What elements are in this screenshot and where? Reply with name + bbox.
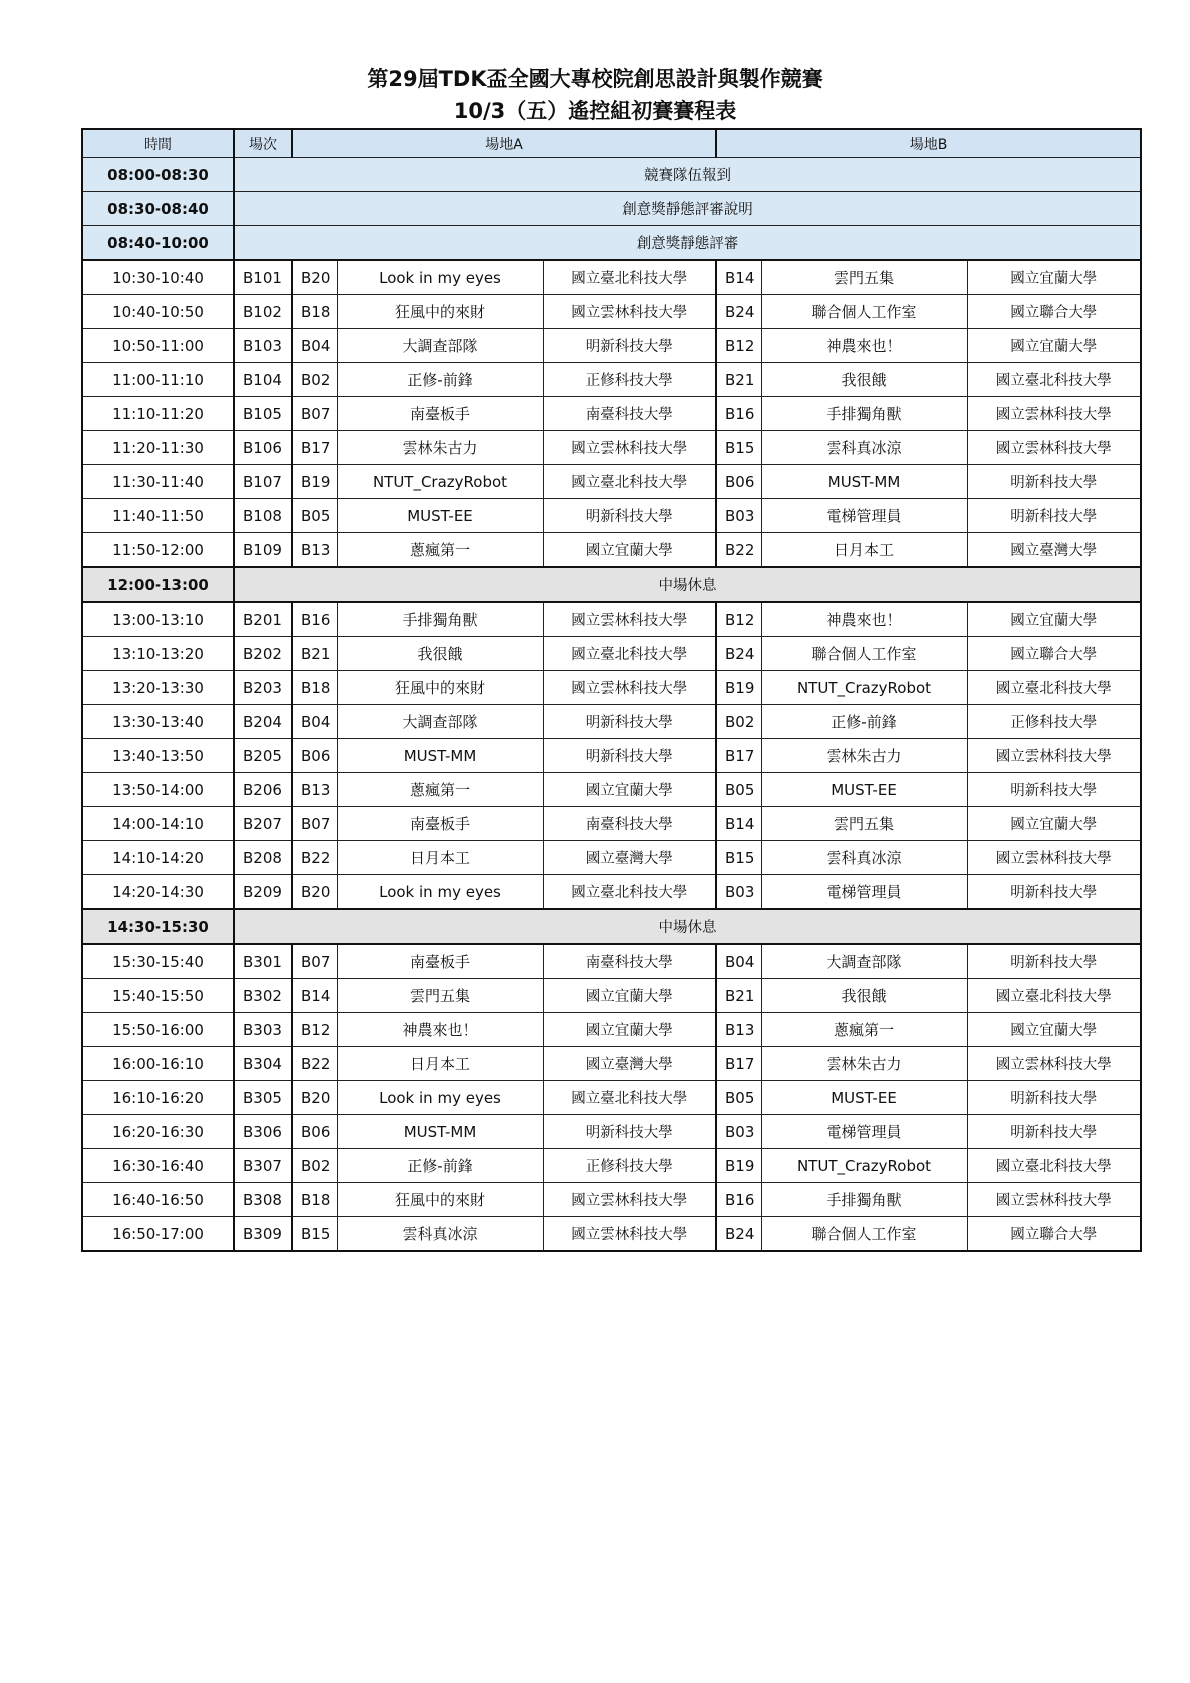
table-row	[82, 739, 1141, 773]
match-id-cell: B201	[234, 602, 292, 637]
venue-a-team-code: B21	[292, 637, 337, 671]
match-id-cell: B102	[234, 295, 292, 329]
table-row	[82, 773, 1141, 807]
venue-b-team-code: B19	[716, 1149, 761, 1183]
venue-a-team-name: 狂風中的來財	[337, 671, 543, 705]
table-header-row	[82, 129, 1141, 158]
event-label: 創意獎靜態評審	[234, 226, 1141, 261]
venue-a-university: 國立雲林科技大學	[543, 1217, 716, 1252]
table-row	[82, 363, 1141, 397]
header-time: 時間	[82, 129, 234, 158]
venue-a-team-code: B17	[292, 431, 337, 465]
venue-b-team-code: B05	[716, 773, 761, 807]
venue-b-team-name: MUST-EE	[761, 773, 967, 807]
venue-b-team-code: B14	[716, 807, 761, 841]
venue-b-team-name: NTUT_CrazyRobot	[761, 1149, 967, 1183]
table-row	[82, 602, 1141, 637]
venue-a-team-name: 狂風中的來財	[337, 295, 543, 329]
match-id-cell: B104	[234, 363, 292, 397]
match-id-cell: B101	[234, 260, 292, 295]
table-row	[82, 1217, 1141, 1252]
venue-b-university: 正修科技大學	[967, 705, 1141, 739]
venue-a-university: 國立臺灣大學	[543, 841, 716, 875]
venue-b-team-code: B04	[716, 944, 761, 979]
event-row	[82, 158, 1141, 192]
venue-b-team-code: B06	[716, 465, 761, 499]
time-cell: 16:40-16:50	[82, 1183, 234, 1217]
venue-a-team-name: MUST-EE	[337, 499, 543, 533]
venue-a-university: 明新科技大學	[543, 739, 716, 773]
venue-b-team-code: B21	[716, 363, 761, 397]
venue-b-team-name: 雲門五集	[761, 260, 967, 295]
venue-a-team-code: B02	[292, 363, 337, 397]
table-row	[82, 875, 1141, 910]
table-row	[82, 499, 1141, 533]
time-cell: 11:30-11:40	[82, 465, 234, 499]
venue-b-team-name: 雲林朱古力	[761, 1047, 967, 1081]
venue-a-university: 國立雲林科技大學	[543, 295, 716, 329]
venue-b-team-code: B02	[716, 705, 761, 739]
venue-a-team-code: B05	[292, 499, 337, 533]
match-id-cell: B204	[234, 705, 292, 739]
venue-a-team-name: 我很餓	[337, 637, 543, 671]
venue-b-university: 國立臺灣大學	[967, 533, 1141, 568]
venue-b-team-code: B16	[716, 1183, 761, 1217]
venue-a-team-code: B16	[292, 602, 337, 637]
venue-a-university: 國立臺灣大學	[543, 1047, 716, 1081]
match-id-cell: B208	[234, 841, 292, 875]
venue-a-team-code: B12	[292, 1013, 337, 1047]
time-cell: 11:20-11:30	[82, 431, 234, 465]
venue-b-team-code: B15	[716, 431, 761, 465]
venue-b-university: 國立宜蘭大學	[967, 260, 1141, 295]
match-id-cell: B103	[234, 329, 292, 363]
venue-a-team-code: B07	[292, 807, 337, 841]
match-id-cell: B203	[234, 671, 292, 705]
table-row	[82, 807, 1141, 841]
venue-a-university: 南臺科技大學	[543, 807, 716, 841]
venue-a-team-name: 神農來也！	[337, 1013, 543, 1047]
venue-b-team-name: 雲林朱古力	[761, 739, 967, 773]
match-id-cell: B303	[234, 1013, 292, 1047]
venue-a-team-name: 正修-前鋒	[337, 363, 543, 397]
match-id-cell: B209	[234, 875, 292, 910]
venue-a-university: 國立宜蘭大學	[543, 1013, 716, 1047]
venue-a-team-code: B20	[292, 1081, 337, 1115]
venue-a-team-name: Look in my eyes	[337, 875, 543, 910]
break-row	[82, 909, 1141, 944]
venue-b-university: 明新科技大學	[967, 499, 1141, 533]
table-row	[82, 705, 1141, 739]
header-venue-b: 場地B	[716, 129, 1141, 158]
table-row	[82, 465, 1141, 499]
venue-a-university: 明新科技大學	[543, 499, 716, 533]
page-subtitle: 10/3（五）遙控組初賽賽程表	[453, 99, 737, 123]
venue-b-team-name: 大調查部隊	[761, 944, 967, 979]
match-id-cell: B109	[234, 533, 292, 568]
match-id-cell: B305	[234, 1081, 292, 1115]
time-cell: 16:50-17:00	[82, 1217, 234, 1252]
event-row	[82, 192, 1141, 226]
time-cell: 13:40-13:50	[82, 739, 234, 773]
venue-b-university: 國立宜蘭大學	[967, 329, 1141, 363]
match-id-cell: B308	[234, 1183, 292, 1217]
venue-b-team-code: B22	[716, 533, 761, 568]
venue-a-team-name: 正修-前鋒	[337, 1149, 543, 1183]
venue-a-university: 國立宜蘭大學	[543, 533, 716, 568]
venue-a-university: 南臺科技大學	[543, 944, 716, 979]
venue-a-team-code: B22	[292, 1047, 337, 1081]
venue-a-team-name: MUST-MM	[337, 739, 543, 773]
venue-a-team-name: NTUT_CrazyRobot	[337, 465, 543, 499]
venue-a-team-code: B06	[292, 1115, 337, 1149]
venue-a-university: 國立臺北科技大學	[543, 465, 716, 499]
time-cell: 16:00-16:10	[82, 1047, 234, 1081]
break-row	[82, 567, 1141, 602]
venue-b-university: 國立雲林科技大學	[967, 431, 1141, 465]
table-row	[82, 329, 1141, 363]
venue-a-team-name: 南臺板手	[337, 397, 543, 431]
venue-a-university: 明新科技大學	[543, 329, 716, 363]
venue-a-team-code: B18	[292, 1183, 337, 1217]
venue-b-team-name: 電梯管理員	[761, 875, 967, 910]
table-row	[82, 671, 1141, 705]
venue-b-university: 國立雲林科技大學	[967, 841, 1141, 875]
venue-a-team-name: 狂風中的來財	[337, 1183, 543, 1217]
venue-a-team-code: B07	[292, 397, 337, 431]
venue-a-team-name: 蔥瘋第一	[337, 773, 543, 807]
time-cell: 16:10-16:20	[82, 1081, 234, 1115]
venue-b-university: 國立聯合大學	[967, 295, 1141, 329]
table-row	[82, 1047, 1141, 1081]
match-id-cell: B108	[234, 499, 292, 533]
venue-b-team-name: MUST-EE	[761, 1081, 967, 1115]
venue-b-team-name: 神農來也！	[761, 329, 967, 363]
table-row	[82, 1081, 1141, 1115]
time-cell: 10:40-10:50	[82, 295, 234, 329]
venue-b-team-name: 電梯管理員	[761, 499, 967, 533]
venue-b-university: 明新科技大學	[967, 1081, 1141, 1115]
venue-b-team-name: 我很餓	[761, 979, 967, 1013]
venue-a-team-name: 日月本工	[337, 841, 543, 875]
time-cell: 16:30-16:40	[82, 1149, 234, 1183]
venue-b-team-name: 正修-前鋒	[761, 705, 967, 739]
venue-a-university: 明新科技大學	[543, 1115, 716, 1149]
venue-b-team-code: B16	[716, 397, 761, 431]
venue-a-university: 國立雲林科技大學	[543, 602, 716, 637]
table-row	[82, 979, 1141, 1013]
venue-b-university: 明新科技大學	[967, 773, 1141, 807]
match-id-cell: B301	[234, 944, 292, 979]
venue-a-university: 國立宜蘭大學	[543, 979, 716, 1013]
venue-a-team-name: 雲門五集	[337, 979, 543, 1013]
match-id-cell: B306	[234, 1115, 292, 1149]
match-id-cell: B205	[234, 739, 292, 773]
venue-b-university: 國立聯合大學	[967, 1217, 1141, 1252]
venue-a-university: 南臺科技大學	[543, 397, 716, 431]
venue-a-team-code: B13	[292, 533, 337, 568]
venue-a-university: 國立雲林科技大學	[543, 431, 716, 465]
venue-b-team-name: 日月本工	[761, 533, 967, 568]
event-label: 創意獎靜態評審說明	[234, 192, 1141, 226]
venue-b-team-code: B12	[716, 602, 761, 637]
venue-b-team-name: MUST-MM	[761, 465, 967, 499]
time-cell: 11:40-11:50	[82, 499, 234, 533]
venue-a-team-code: B15	[292, 1217, 337, 1252]
time-cell: 15:30-15:40	[82, 944, 234, 979]
venue-b-team-code: B24	[716, 1217, 761, 1252]
venue-b-team-name: 神農來也！	[761, 602, 967, 637]
venue-a-team-name: 大調查部隊	[337, 705, 543, 739]
table-row	[82, 1149, 1141, 1183]
time-cell: 15:40-15:50	[82, 979, 234, 1013]
venue-a-team-name: 大調查部隊	[337, 329, 543, 363]
time-cell: 13:00-13:10	[82, 602, 234, 637]
time-cell: 08:30-08:40	[82, 192, 234, 226]
venue-a-university: 正修科技大學	[543, 363, 716, 397]
venue-b-team-name: 雲科真冰涼	[761, 431, 967, 465]
venue-b-university: 國立宜蘭大學	[967, 1013, 1141, 1047]
venue-a-university: 明新科技大學	[543, 705, 716, 739]
venue-b-university: 明新科技大學	[967, 465, 1141, 499]
venue-b-team-name: 雲科真冰涼	[761, 841, 967, 875]
venue-a-team-code: B13	[292, 773, 337, 807]
venue-b-team-code: B05	[716, 1081, 761, 1115]
time-cell: 10:50-11:00	[82, 329, 234, 363]
venue-b-team-name: 手排獨角獸	[761, 397, 967, 431]
venue-a-team-name: 蔥瘋第一	[337, 533, 543, 568]
page-title: 第29屆TDK盃全國大專校院創思設計與製作競賽	[367, 67, 823, 91]
venue-a-team-name: MUST-MM	[337, 1115, 543, 1149]
venue-a-university: 國立雲林科技大學	[543, 1183, 716, 1217]
venue-b-university: 國立雲林科技大學	[967, 1047, 1141, 1081]
venue-b-team-code: B03	[716, 499, 761, 533]
venue-b-team-code: B24	[716, 637, 761, 671]
venue-a-team-code: B02	[292, 1149, 337, 1183]
venue-b-team-code: B03	[716, 875, 761, 910]
venue-b-university: 明新科技大學	[967, 1115, 1141, 1149]
venue-b-team-name: 電梯管理員	[761, 1115, 967, 1149]
time-cell: 11:00-11:10	[82, 363, 234, 397]
time-cell: 13:30-13:40	[82, 705, 234, 739]
time-cell: 14:10-14:20	[82, 841, 234, 875]
venue-a-university: 國立臺北科技大學	[543, 260, 716, 295]
schedule-table	[81, 128, 1142, 1252]
time-cell: 13:20-13:30	[82, 671, 234, 705]
match-id-cell: B304	[234, 1047, 292, 1081]
venue-a-team-name: Look in my eyes	[337, 1081, 543, 1115]
table-row	[82, 841, 1141, 875]
time-cell: 13:50-14:00	[82, 773, 234, 807]
venue-b-team-name: 聯合個人工作室	[761, 637, 967, 671]
table-row	[82, 431, 1141, 465]
match-id-cell: B202	[234, 637, 292, 671]
venue-b-team-name: NTUT_CrazyRobot	[761, 671, 967, 705]
venue-b-team-name: 雲門五集	[761, 807, 967, 841]
venue-b-team-code: B14	[716, 260, 761, 295]
event-label: 中場休息	[234, 567, 1141, 602]
match-id-cell: B309	[234, 1217, 292, 1252]
venue-a-team-code: B20	[292, 875, 337, 910]
venue-b-team-name: 手排獨角獸	[761, 1183, 967, 1217]
venue-b-team-code: B13	[716, 1013, 761, 1047]
venue-a-team-name: 南臺板手	[337, 807, 543, 841]
venue-a-team-code: B20	[292, 260, 337, 295]
venue-b-university: 國立雲林科技大學	[967, 397, 1141, 431]
venue-b-team-code: B03	[716, 1115, 761, 1149]
venue-b-team-name: 我很餓	[761, 363, 967, 397]
time-cell: 16:20-16:30	[82, 1115, 234, 1149]
match-id-cell: B107	[234, 465, 292, 499]
venue-a-team-name: Look in my eyes	[337, 260, 543, 295]
time-cell: 12:00-13:00	[82, 567, 234, 602]
venue-a-university: 國立臺北科技大學	[543, 1081, 716, 1115]
table-row	[82, 397, 1141, 431]
venue-b-team-code: B21	[716, 979, 761, 1013]
venue-b-university: 國立雲林科技大學	[967, 1183, 1141, 1217]
time-cell: 14:20-14:30	[82, 875, 234, 910]
match-id-cell: B206	[234, 773, 292, 807]
venue-b-team-code: B17	[716, 1047, 761, 1081]
venue-b-team-name: 聯合個人工作室	[761, 1217, 967, 1252]
venue-a-team-code: B06	[292, 739, 337, 773]
match-id-cell: B207	[234, 807, 292, 841]
table-row	[82, 1115, 1141, 1149]
venue-b-university: 國立宜蘭大學	[967, 807, 1141, 841]
table-row	[82, 533, 1141, 568]
venue-a-team-name: 雲林朱古力	[337, 431, 543, 465]
table-row	[82, 637, 1141, 671]
venue-a-team-code: B04	[292, 705, 337, 739]
time-cell: 08:40-10:00	[82, 226, 234, 261]
match-id-cell: B302	[234, 979, 292, 1013]
venue-a-team-name: 手排獨角獸	[337, 602, 543, 637]
time-cell: 14:30-15:30	[82, 909, 234, 944]
venue-b-team-name: 蔥瘋第一	[761, 1013, 967, 1047]
event-label: 競賽隊伍報到	[234, 158, 1141, 192]
header-match: 場次	[234, 129, 292, 158]
venue-a-team-code: B19	[292, 465, 337, 499]
venue-a-team-name: 日月本工	[337, 1047, 543, 1081]
venue-b-university: 明新科技大學	[967, 944, 1141, 979]
time-cell: 11:10-11:20	[82, 397, 234, 431]
time-cell: 13:10-13:20	[82, 637, 234, 671]
venue-a-university: 正修科技大學	[543, 1149, 716, 1183]
venue-a-university: 國立臺北科技大學	[543, 637, 716, 671]
venue-a-team-code: B04	[292, 329, 337, 363]
venue-b-team-code: B19	[716, 671, 761, 705]
venue-b-university: 國立宜蘭大學	[967, 602, 1141, 637]
table-row	[82, 260, 1141, 295]
venue-b-team-name: 聯合個人工作室	[761, 295, 967, 329]
time-cell: 14:00-14:10	[82, 807, 234, 841]
table-row	[82, 1183, 1141, 1217]
event-row	[82, 226, 1141, 261]
venue-b-university: 國立臺北科技大學	[967, 1149, 1141, 1183]
venue-b-team-code: B15	[716, 841, 761, 875]
venue-b-university: 明新科技大學	[967, 875, 1141, 910]
venue-b-university: 國立聯合大學	[967, 637, 1141, 671]
venue-a-team-name: 雲科真冰涼	[337, 1217, 543, 1252]
table-row	[82, 1013, 1141, 1047]
match-id-cell: B307	[234, 1149, 292, 1183]
venue-b-team-code: B24	[716, 295, 761, 329]
venue-b-team-code: B12	[716, 329, 761, 363]
venue-a-university: 國立臺北科技大學	[543, 875, 716, 910]
time-cell: 08:00-08:30	[82, 158, 234, 192]
venue-b-university: 國立臺北科技大學	[967, 363, 1141, 397]
event-label: 中場休息	[234, 909, 1141, 944]
venue-b-team-code: B17	[716, 739, 761, 773]
venue-a-team-code: B18	[292, 295, 337, 329]
match-id-cell: B105	[234, 397, 292, 431]
venue-a-university: 國立雲林科技大學	[543, 671, 716, 705]
time-cell: 11:50-12:00	[82, 533, 234, 568]
venue-b-university: 國立臺北科技大學	[967, 979, 1141, 1013]
venue-a-team-name: 南臺板手	[337, 944, 543, 979]
venue-a-team-code: B14	[292, 979, 337, 1013]
time-cell: 15:50-16:00	[82, 1013, 234, 1047]
venue-b-university: 國立臺北科技大學	[967, 671, 1141, 705]
venue-a-university: 國立宜蘭大學	[543, 773, 716, 807]
header-venue-a: 場地A	[292, 129, 716, 158]
venue-b-university: 國立雲林科技大學	[967, 739, 1141, 773]
match-id-cell: B106	[234, 431, 292, 465]
time-cell: 10:30-10:40	[82, 260, 234, 295]
venue-a-team-code: B07	[292, 944, 337, 979]
venue-a-team-code: B22	[292, 841, 337, 875]
venue-a-team-code: B18	[292, 671, 337, 705]
table-row	[82, 295, 1141, 329]
table-row	[82, 944, 1141, 979]
